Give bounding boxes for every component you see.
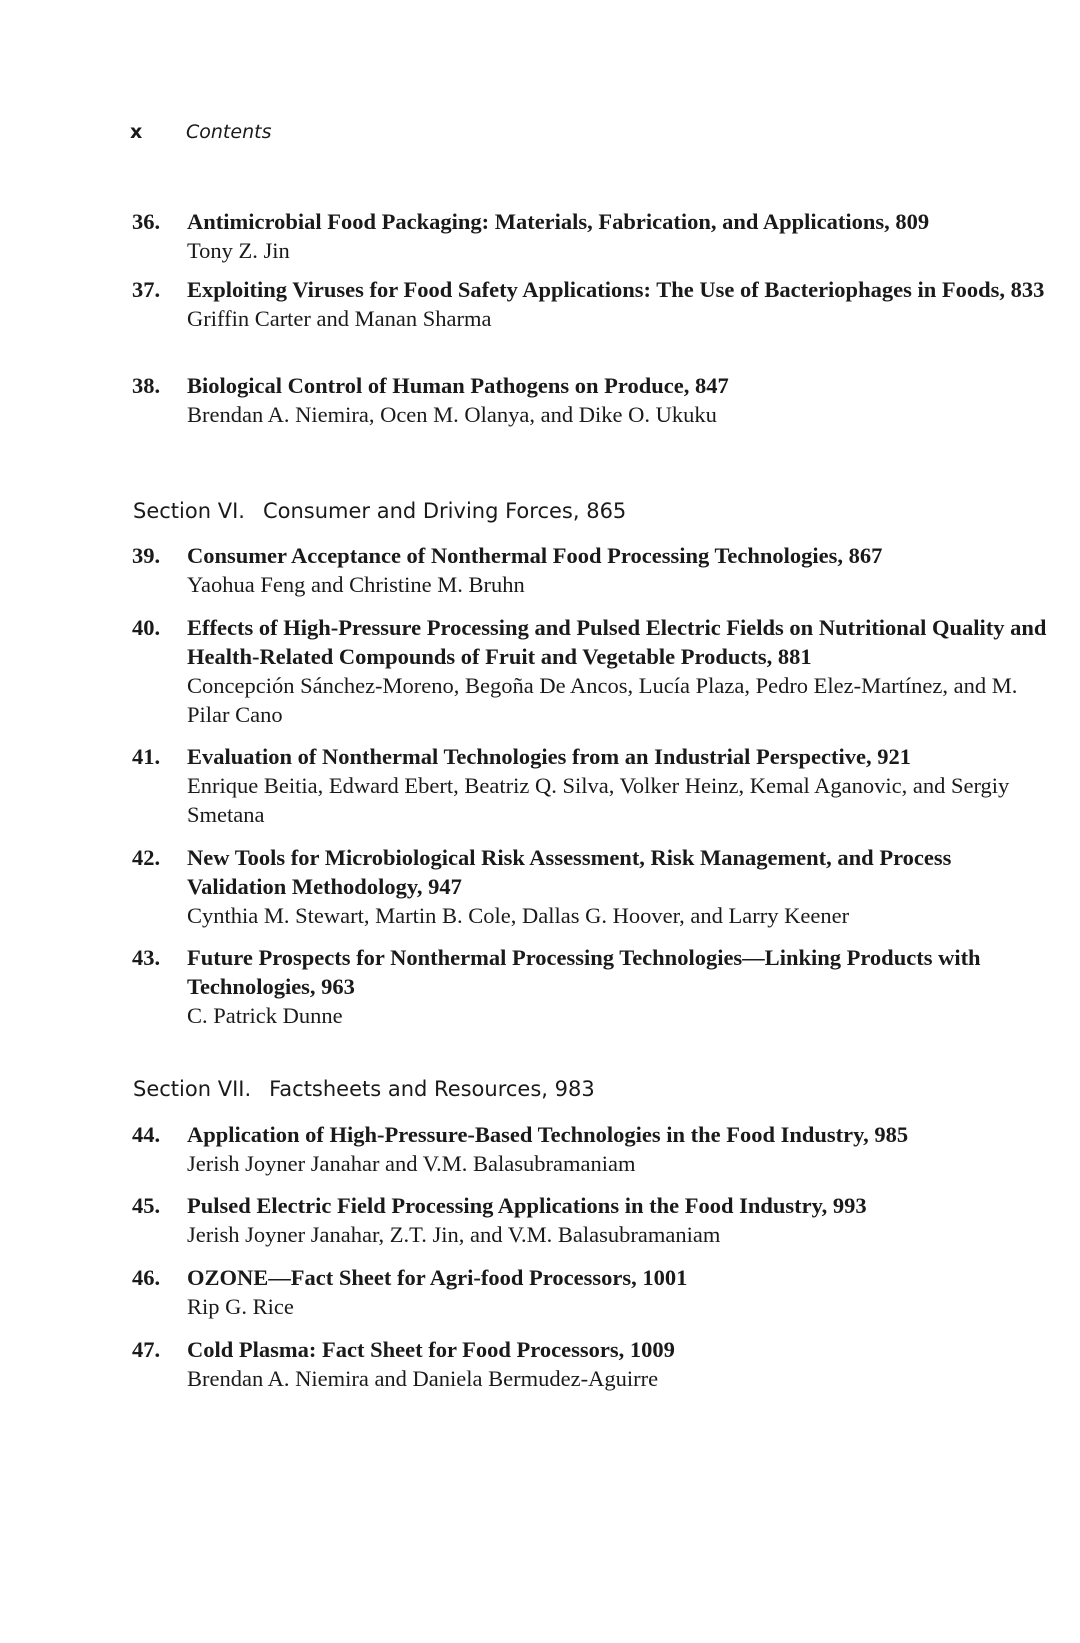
running-head-title: Contents	[186, 121, 272, 143]
toc-entry-42[interactable]	[0, 843, 1080, 930]
chapter-authors: Enrique Beitia, Edward Ebert, Beatriz Q. Silva, Volker Heinz, Kemal Aganovic, and Sergiy Smetana	[187, 773, 1010, 827]
toc-entry-40[interactable]	[0, 613, 1080, 729]
chapter-number: 44.	[132, 1122, 161, 1147]
section-label: Section VI.	[133, 499, 245, 523]
chapter-number: 39.	[132, 543, 161, 568]
chapter-number: 42.	[132, 845, 161, 870]
chapter-title[interactable]: Antimicrobial Food Packaging: Materials, Fabrication, and Applications, 809	[187, 209, 930, 234]
chapter-number: 36.	[132, 209, 161, 234]
chapter-title[interactable]: Evaluation of Nonthermal Technologies from an Industrial Perspective, 921	[187, 744, 911, 769]
toc-entry-45[interactable]	[0, 1191, 1080, 1249]
toc-entry-47[interactable]	[0, 1335, 1080, 1393]
chapter-authors: Rip G. Rice	[187, 1294, 294, 1319]
chapter-title[interactable]: Biological Control of Human Pathogens on Produce, 847	[187, 373, 729, 398]
toc-entry-44[interactable]	[0, 1120, 1080, 1178]
toc-entry-38[interactable]	[0, 371, 1080, 429]
chapter-title[interactable]: Application of High-Pressure-Based Technologies in the Food Industry, 985	[187, 1122, 909, 1147]
chapter-authors: C. Patrick Dunne	[187, 1003, 343, 1028]
chapter-authors: Jerish Joyner Janahar and V.M. Balasubramaniam	[187, 1151, 636, 1176]
chapter-authors: Griffin Carter and Manan Sharma	[187, 306, 492, 331]
page-number: x	[130, 121, 143, 143]
toc-entry-41[interactable]	[0, 742, 1080, 829]
chapter-title[interactable]: Pulsed Electric Field Processing Applications in the Food Industry, 993	[187, 1193, 867, 1218]
chapter-title[interactable]: Consumer Acceptance of Nonthermal Food Processing Technologies, 867	[187, 543, 883, 568]
chapter-number: 37.	[132, 277, 161, 302]
chapter-number: 46.	[132, 1265, 161, 1290]
toc-entry-43[interactable]	[0, 943, 1080, 1030]
chapter-title[interactable]: Cold Plasma: Fact Sheet for Food Processors, 1009	[187, 1337, 675, 1362]
chapter-title[interactable]: Future Prospects for Nonthermal Processing Technologies—Linking Products with Technologies, 963	[187, 945, 981, 999]
toc-entry-37[interactable]	[0, 275, 1080, 333]
chapter-title[interactable]: Exploiting Viruses for Food Safety Applications: The Use of Bacteriophages in Foods, 833	[187, 277, 1045, 302]
section-heading-vi[interactable]	[133, 499, 626, 523]
chapter-number: 47.	[132, 1337, 161, 1362]
chapter-number: 43.	[132, 945, 161, 970]
chapter-title[interactable]: OZONE—Fact Sheet for Agri-food Processors, 1001	[187, 1265, 688, 1290]
chapter-authors: Brendan A. Niemira, Ocen M. Olanya, and Dike O. Ukuku	[187, 402, 717, 427]
section-title: Factsheets and Resources, 983	[269, 1077, 595, 1101]
section-title: Consumer and Driving Forces, 865	[262, 499, 627, 523]
section-heading-vii[interactable]	[133, 1077, 595, 1101]
chapter-authors: Tony Z. Jin	[187, 238, 290, 263]
section-label: Section VII.	[133, 1077, 252, 1101]
chapter-authors: Concepción Sánchez-Moreno, Begoña De Ancos, Lucía Plaza, Pedro Elez-Martínez, and M. Pilar Cano	[187, 673, 1018, 727]
chapter-number: 38.	[132, 373, 161, 398]
toc-entry-46[interactable]	[0, 1263, 1080, 1321]
chapter-number: 45.	[132, 1193, 161, 1218]
chapter-authors: Brendan A. Niemira and Daniela Bermudez-Aguirre	[187, 1366, 659, 1391]
chapter-authors: Yaohua Feng and Christine M. Bruhn	[187, 572, 525, 597]
chapter-title[interactable]: Effects of High-Pressure Processing and Pulsed Electric Fields on Nutritional Quality and Health-Related Compounds of Fruit and Vegetable Products, 881	[187, 615, 1047, 669]
chapter-number: 41.	[132, 744, 161, 769]
toc-entry-39[interactable]	[0, 541, 1080, 599]
chapter-number: 40.	[132, 615, 161, 640]
chapter-authors: Jerish Joyner Janahar, Z.T. Jin, and V.M. Balasubramaniam	[187, 1222, 721, 1247]
toc-entry-36[interactable]	[0, 207, 1080, 265]
chapter-authors: Cynthia M. Stewart, Martin B. Cole, Dallas G. Hoover, and Larry Keener	[187, 903, 850, 928]
chapter-title[interactable]: New Tools for Microbiological Risk Assessment, Risk Management, and Process Validation Methodology, 947	[187, 845, 952, 899]
